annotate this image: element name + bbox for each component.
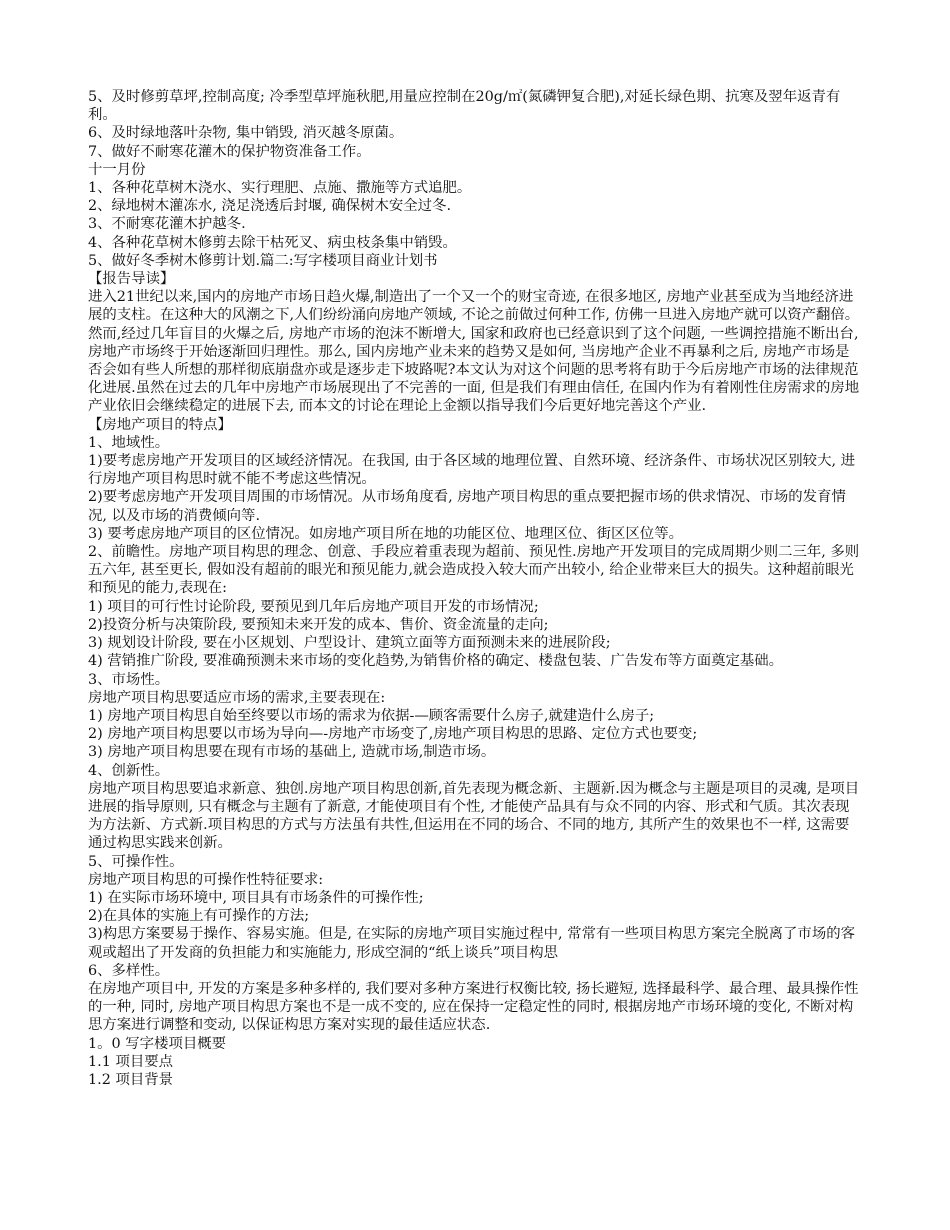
paragraph: 进入21世纪以来,国内的房地产市场日趋火爆,制造出了一个又一个的财宝奇迹, 在很多地区, 房地产业甚至成为当地经济进展的支柱。在这种大的风潮之下,人们纷纷涌向房地产领域, 不论之前做过何种工作, 仿佛一旦进入房地产就可以资产翻倍。然而,经过几年盲目的火爆之后, 房地产市场的泡沫不断增大, 国家和政府也已经意识到了这个问题, 一些调控措施不断出台,房地产市场终于开始逐渐回归理性。那么, 国内房地产业未来的趋势又是如何, 当房地产企业不再暴利之后, 房地产市场是否会如有些人所想的那样彻底崩盘亦或是逐步走下坡路呢?本文认为对这个问题的思考将有助于今后房地产市场的法律规范化进展.虽然在过去的几年中房地产市场展现出了不完善的一面, 但是我们有理由信任, 在国内作为有着刚性住房需求的房地产业依旧会继续稳定的进展下去, 而本文的讨论在理论上金额以指导我们今后更好地完善这个产业. <box>88 289 860 415</box>
paragraph: 1)要考虑房地产开发项目的区域经济情况。在我国, 由于各区域的地理位置、自然环境、经济条件、市场状况区别较大, 进行房地产项目构思时就不能不考虑这些情况。 <box>88 453 855 488</box>
text-line: 5、做好冬季树木修剪计划.篇二:写字楼项目商业计划书 <box>88 252 438 269</box>
paragraph: 5、可操作性。 <box>88 853 184 870</box>
section-heading: 【房地产项目的特点】 <box>88 416 232 433</box>
text-line: 1) 房地产项目构思自始至终要以市场的需求为依据-—顾客需要什么房子,就建造什么房子; <box>88 707 655 724</box>
paragraph: 6、多样性。 <box>88 962 170 979</box>
text-line: 1) 项目的可行性讨论阶段, 要预见到几年后房地产项目开发的市场情况; <box>88 598 539 615</box>
text-line: 3)构思方案要易于操作、容易实施。但是, 在实际的房地产项目实施过程中, 常常有一些项目构思方案完全脱离了市场的客观或超出了开发商的负担能力和实施能力, 形成空洞的“纸上谈兵”项目构思 <box>88 926 855 961</box>
text-line: 2)投资分析与决策阶段, 要预知未来开发的成本、售价、资金流量的走向; <box>88 616 549 633</box>
text-line: 3) 规划设计阶段, 要在小区规划、户型设计、建筑立面等方面预测未来的进展阶段; <box>88 635 611 652</box>
text-line: 房地产项目构思的可操作性特征要求: <box>88 871 324 888</box>
text-line: 房地产项目构思要追求新意、独创.房地产项目构思创新,首先表现为概念新、主题新.因为概念与主题是项目的灵魂, 是项目进展的指导原则, 只有概念与主题有了新意, 才能使项目有个性, 才能使产品具有与众不同的内容、形式和气质。其次表现为方法新、方式新.项目构思的方式与方法虽有共性,但运用在不同的场合、不同的地方, 其所产生的效果也不一样, 这需要通过构思实践来创新。 <box>88 780 860 852</box>
text-line: 4、各种花草树木修剪去除干枯死叉、病虫枝条集中销毁。 <box>88 234 457 251</box>
text-line: 在房地产项目中, 开发的方案是多种多样的, 我们要对多种方案进行权衡比较, 扬长避短, 选择最科学、最合理、最具操作性的一种, 同时, 房地产项目构思方案也不是一成不变的, 应在保持一定稳定性的同时, 根据房地产市场环境的变化, 不断对构思方案进行调整和变动, 以保证构思方案对实现的最佳适应状态. <box>88 980 859 1034</box>
paragraph: 1。0 写字楼项目概要 <box>88 1035 227 1052</box>
text-line: 3、不耐寒花灌木护越冬. <box>88 216 246 233</box>
text-line: 3) 要考虑房地产项目的区位情况。如房地产项目所在地的功能区位、地理区位、街区区位等。 <box>88 525 683 542</box>
paragraph: 2)要考虑房地产开发项目周围的市场情况。从市场角度看, 房地产项目构思的重点要把握市场的供求情况、市场的发育情况, 以及市场的消费倾向等. <box>88 489 846 524</box>
text-line: 2、绿地树木灌冻水, 浇足浇透后封堰, 确保树木安全过冬. <box>88 198 452 215</box>
text-line: 7、做好不耐寒花灌木的保护物资准备工作。 <box>88 143 371 160</box>
section-heading: 十一月份 <box>88 161 146 178</box>
section-heading: 【报告导读】 <box>88 271 175 288</box>
text-line: 1、各种花草树木浇水、实行理肥、点施、撒施等方式追肥。 <box>88 180 472 197</box>
text-line: 4、创新性。 <box>88 762 170 779</box>
text-line: 1、地域性。 <box>88 434 170 451</box>
paragraph: 4) 营销推广阶段, 要准确预测未来市场的变化趋势,为销售价格的确定、楼盘包装、广告发布等方面奠定基础。 <box>88 653 784 670</box>
text-line: 5、及时修剪草坪,控制高度; 冷季型草坪施秋肥,用量应控制在20g/㎡(氮磷钾复合肥),对延长绿色期、抗寒及翌年返青有利。 <box>88 89 841 124</box>
paragraph: 2、前瞻性。房地产项目构思的理念、创意、手段应着重表现为超前、预见性.房地产开发项目的完成周期少则二三年, 多则五六年, 甚至更长, 假如没有超前的眼光和预见能力,就会造成投入较大而产出较小, 给企业带来巨大的损失。这种超前眼光和预见的能力,表现在: <box>88 544 860 597</box>
text-line: 2) 房地产项目构思要以市场为导向—-房地产市场变了,房地产项目构思的思路、定位方式也要变; <box>88 726 698 743</box>
text-line: 3、市场性。 <box>88 671 170 688</box>
text-line: 3) 房地产项目构思要在现有市场的基础上, 造就市场,制造市场。 <box>88 744 496 761</box>
section-heading: 1.1 项目要点 <box>88 1053 174 1070</box>
text-line: 6、及时绿地落叶杂物, 集中销毁, 消灭越冬原菌。 <box>88 125 404 142</box>
section-heading: 1.2 项目背景 <box>88 1071 174 1088</box>
text-line: 1) 在实际市场环境中, 项目具有市场条件的可操作性; <box>88 889 424 906</box>
text-line: 房地产项目构思要适应市场的需求,主要表现在: <box>88 689 386 706</box>
text-line: 2)在具体的实施上有可操作的方法; <box>88 908 310 925</box>
